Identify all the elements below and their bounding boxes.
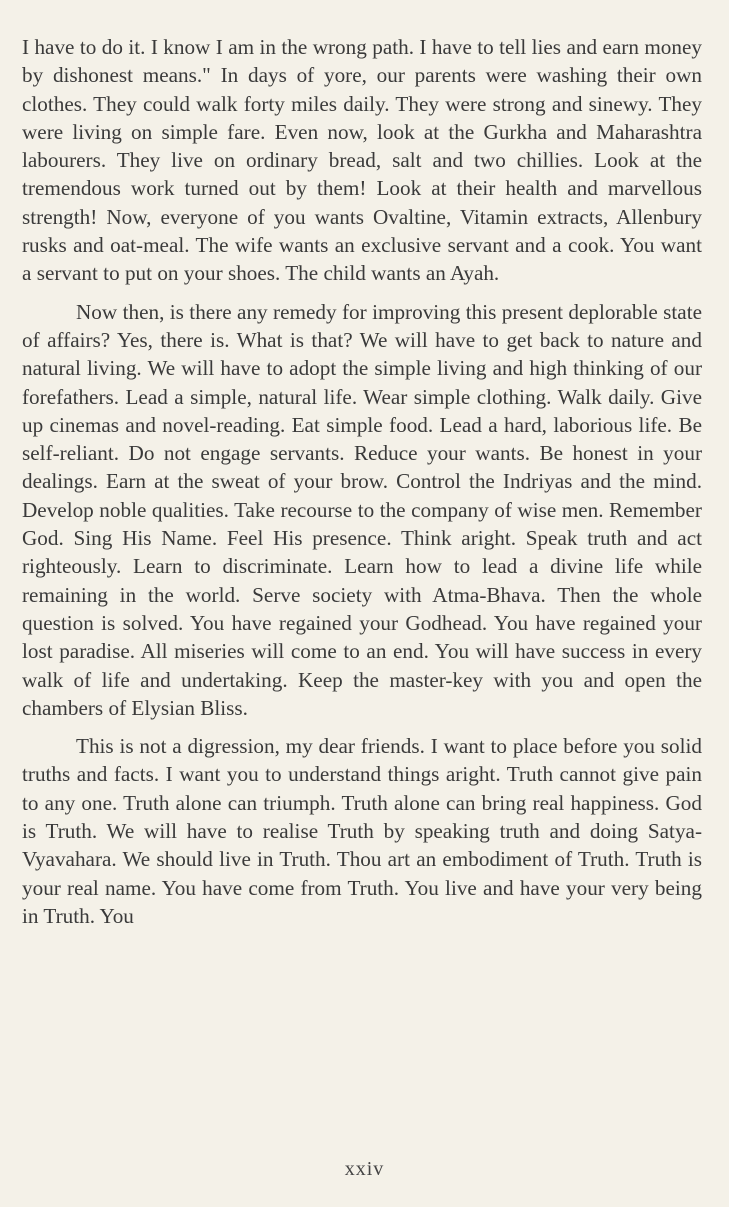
page-body xyxy=(22,33,702,930)
paragraph-2: Now then, is there any remedy for improving this present deplorable state of affairs? Yes, there is. What is that? We will have to get back to nature and natural living. We will have to adopt the simple living and high thinking of our forefathers. Lead a simple, natural life. Wear simple clothing. Walk daily. Give up cinemas and novel-reading. Eat simple food. Lead a hard, laborious life. Be self-reliant. Do not engage servants. Reduce your wants. Be honest in your dealings. Earn at the sweat of your brow. Control the Indriyas and the mind. Develop noble qualities. Take recourse to the company of wise men. Remember God. Sing His Name. Feel His presence. Think aright. Speak truth and act righteously. Learn to discriminate. Learn how to lead a divine life while remaining in the world. Serve society with Atma-Bhava. Then the whole question is solved. You have regained your Godhead. You have regained your lost paradise. All miseries will come to an end. You will have success in every walk of life and undertaking. Keep the master-key with you and open the chambers of Elysian Bliss. xyxy=(22,299,702,720)
paragraph-1: I have to do it. I know I am in the wrong path. I have to tell lies and earn money by dishonest means." In days of yore, our parents were washing their own clothes. They could walk forty miles daily. They were strong and sinewy. They were living on simple fare. Even now, look at the Gurkha and Maharashtra labourers. They live on ordinary bread, salt and two chillies. Look at the tremendous work turned out by them! Look at their health and marvellous strength! Now, everyone of you wants Ovaltine, Vitamin extracts, Allenbury rusks and oat-meal. The wife wants an exclusive servant and a cook. You want a servant to put on your shoes. The child wants an Ayah. xyxy=(22,35,702,286)
page-number: xxiv xyxy=(344,1158,385,1180)
paragraph-3: This is not a digression, my dear friends. I want to place before you solid truths and facts. I want you to understand things aright. Truth cannot give pain to any one. Truth alone can triumph. Truth alone can bring real happiness. God is Truth. We will have to realise Truth by speaking truth and doing Satya-Vyavahara. We should live in Truth. Thou art an embodiment of Truth. Truth is your real name. You have come from Truth. You live and have your very being in Truth. You xyxy=(22,734,702,928)
